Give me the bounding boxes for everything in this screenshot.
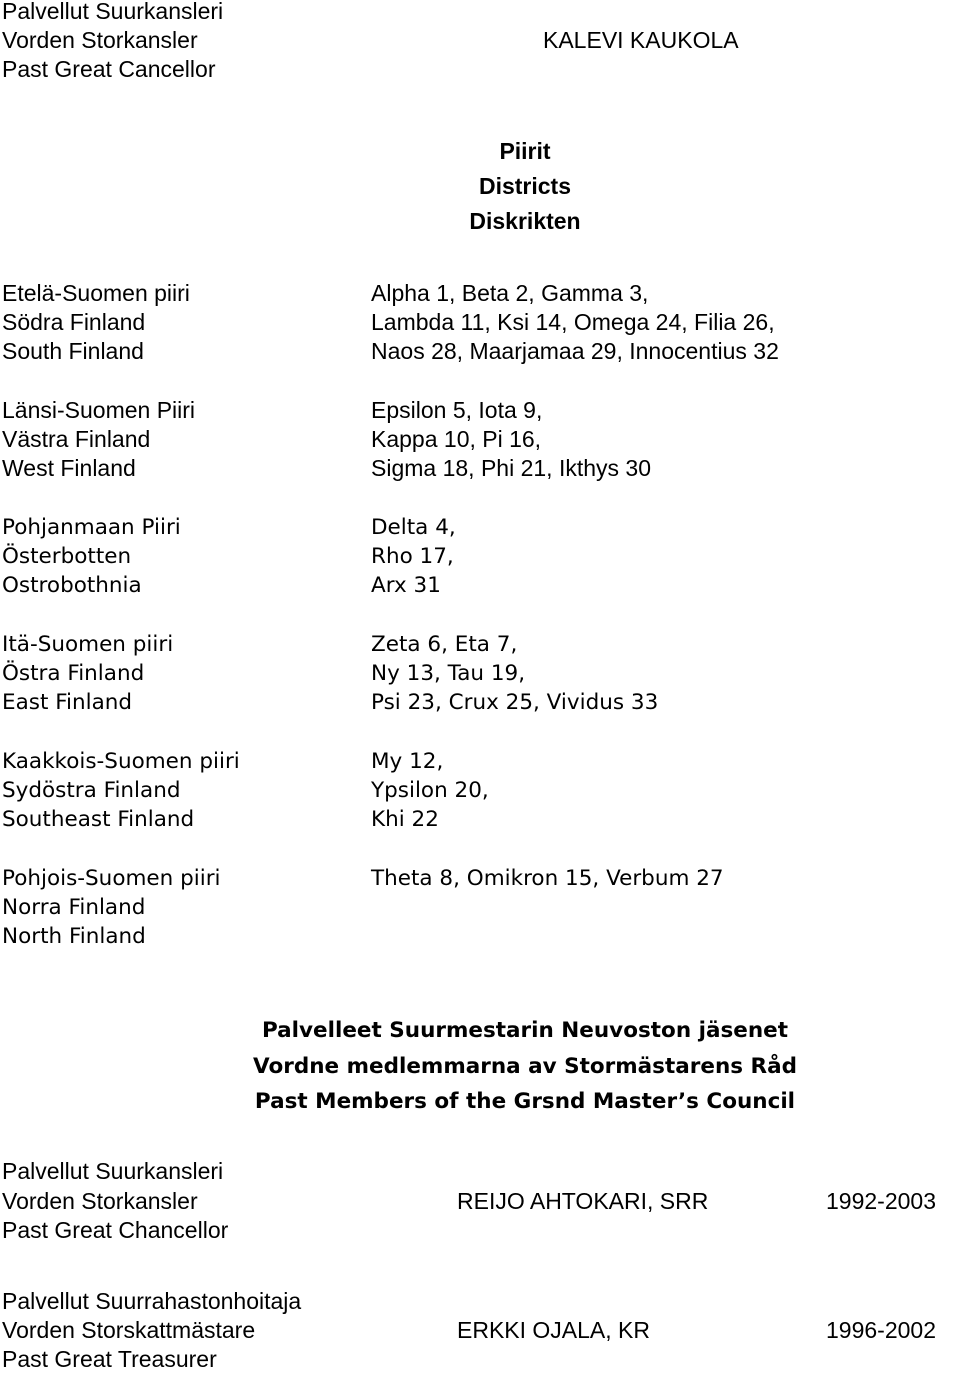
- district-lodges: Psi 23, Crux 25, Vividus 33: [371, 690, 659, 715]
- district-lodges: Ny 13, Tau 19,: [371, 661, 526, 686]
- district-name: Pohjanmaan Piiri: [2, 515, 181, 540]
- district-name: Ostrobothnia: [2, 573, 142, 598]
- district-name: Kaakkois-Suomen piiri: [2, 749, 240, 774]
- district-lodges: Sigma 18, Phi 21, Ikthys 30: [371, 455, 651, 481]
- district-lodges: Ypsilon 20,: [371, 778, 489, 803]
- top-name: KALEVI KAUKOLA: [543, 27, 739, 53]
- district-lodges: Khi 22: [371, 807, 439, 832]
- member-title: Palvellut Suurkansleri: [2, 1158, 224, 1184]
- district-name: Pohjois-Suomen piiri: [2, 866, 221, 891]
- district-lodges: Kappa 10, Pi 16,: [371, 426, 542, 452]
- district-name: Norra Finland: [2, 895, 146, 920]
- member-title: Past Great Chancellor: [2, 1217, 229, 1243]
- district-name: Östra Finland: [2, 661, 145, 686]
- district-name: Itä-Suomen piiri: [2, 632, 174, 657]
- districts-heading-en: Districts: [478, 173, 572, 199]
- member-years: 1992-2003: [826, 1188, 936, 1214]
- top-title-fi: Palvellut Suurkansleri: [2, 0, 224, 24]
- district-lodges: Theta 8, Omikron 15, Verbum 27: [371, 866, 724, 891]
- district-lodges: Arx 31: [371, 573, 441, 598]
- member-name: ERKKI OJALA, KR: [457, 1317, 651, 1343]
- district-name: South Finland: [2, 338, 144, 364]
- member-title: Palvellut Suurrahastonhoitaja: [2, 1288, 302, 1314]
- council-heading-fi: Palvelleet Suurmestarin Neuvoston jäsenet: [261, 1018, 789, 1043]
- district-name: Etelä-Suomen piiri: [2, 280, 190, 306]
- district-name: Österbotten: [2, 544, 132, 569]
- district-lodges: Naos 28, Maarjamaa 29, Innocentius 32: [371, 338, 779, 364]
- member-years: 1996-2002: [826, 1317, 936, 1343]
- district-name: West Finland: [2, 455, 136, 481]
- member-title: Past Great Treasurer: [2, 1346, 217, 1372]
- district-lodges: Zeta 6, Eta 7,: [371, 632, 518, 657]
- district-name: Södra Finland: [2, 309, 146, 335]
- district-name: Sydöstra Finland: [2, 778, 181, 803]
- council-heading-en: Past Members of the Grsnd Master’s Council: [254, 1089, 796, 1114]
- district-name: Länsi-Suomen Piiri: [2, 397, 196, 423]
- district-lodges: My 12,: [371, 749, 444, 774]
- district-lodges: Epsilon 5, Iota 9,: [371, 397, 543, 423]
- district-lodges: Rho 17,: [371, 544, 454, 569]
- district-name: Västra Finland: [2, 426, 151, 452]
- district-lodges: Delta 4,: [371, 515, 456, 540]
- top-title-sv: Vorden Storkansler: [2, 27, 198, 53]
- district-lodges: Lambda 11, Ksi 14, Omega 24, Filia 26,: [371, 309, 775, 335]
- districts-heading-fi: Piirit: [499, 138, 551, 164]
- member-title: Vorden Storkansler: [2, 1188, 198, 1214]
- district-lodges: Alpha 1, Beta 2, Gamma 3,: [371, 280, 649, 306]
- district-name: North Finland: [2, 924, 146, 949]
- member-title: Vorden Storskattmästare: [2, 1317, 256, 1343]
- districts-heading-sv: Diskrikten: [469, 208, 581, 234]
- district-name: East Finland: [2, 690, 133, 715]
- top-title-en: Past Great Cancellor: [2, 56, 216, 82]
- council-heading-sv: Vordne medlemmarna av Stormästarens Råd: [252, 1054, 797, 1079]
- member-name: REIJO AHTOKARI, SRR: [457, 1188, 709, 1214]
- district-name: Southeast Finland: [2, 807, 195, 832]
